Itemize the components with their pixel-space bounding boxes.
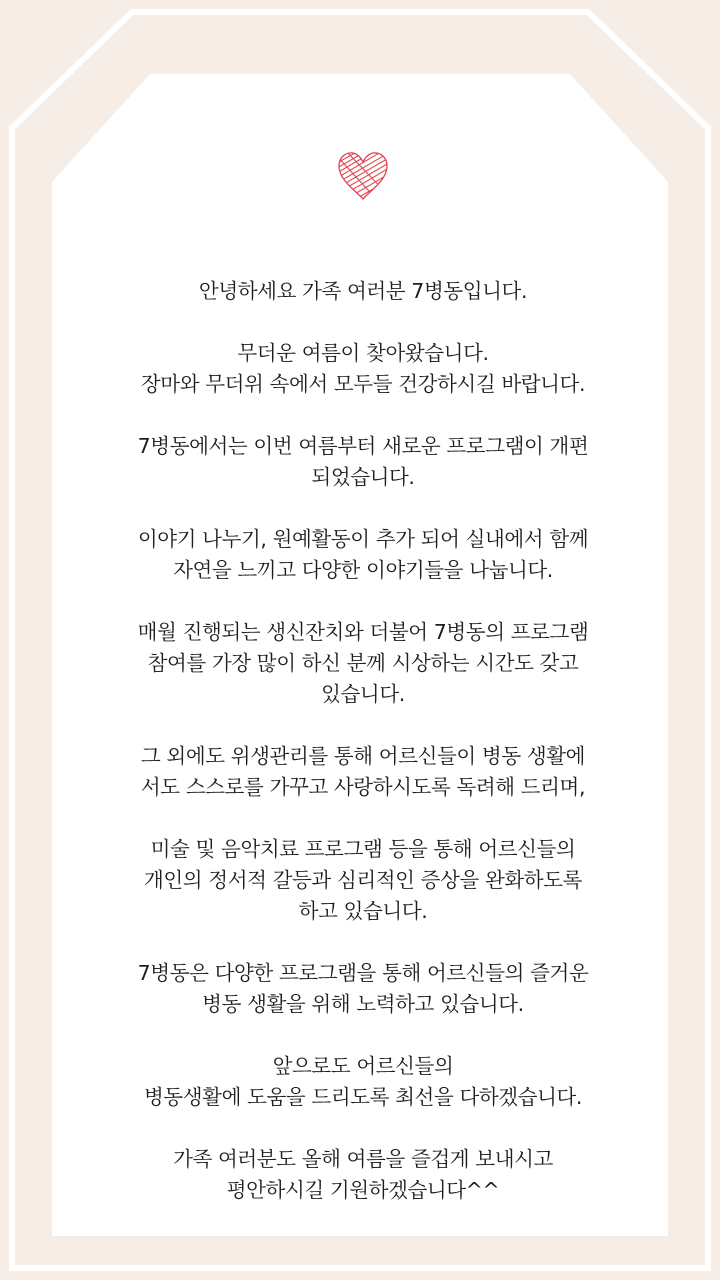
letter-paragraph [90, 276, 636, 307]
letter-paragraph [90, 431, 636, 493]
letter-paragraph [90, 1144, 636, 1206]
letter-line: 개인의 정서적 갈등과 심리적인 증상을 완화하도록 [143, 868, 583, 892]
letter-line: 무더운 여름이 찾아왔습니다. [237, 341, 489, 365]
letter-line: 이야기 나누기, 원예활동이 추가 되어 실내에서 함께 [137, 527, 589, 551]
heart-scribble-icon [335, 150, 391, 202]
letter-line: 평안하시길 기원하겠습니다^^ [226, 1178, 500, 1202]
letter-paragraph [90, 741, 636, 803]
letter-line: 서도 스스로를 가꾸고 사랑하시도록 독려해 드리며, [140, 775, 586, 799]
letter-line: 미술 및 음악치료 프로그램 등을 통해 어르신들의 [150, 837, 576, 861]
letter-line: 되었습니다. [311, 465, 415, 489]
letter-paragraph [90, 617, 636, 710]
letter-paragraph [90, 834, 636, 927]
letter-line: 앞으로도 어르신들의 [272, 1054, 454, 1078]
letter-body [90, 276, 636, 1237]
letter-line: 안녕하세요 가족 여러분 7병동입니다. [198, 279, 528, 303]
letter-line: 하고 있습니다. [298, 899, 428, 923]
letter-paragraph [90, 958, 636, 1020]
letter-line: 가족 여러분도 올해 여름을 즐겁게 보내시고 [173, 1147, 553, 1171]
letter-line: 병동 생활을 위해 노력하고 있습니다. [202, 992, 524, 1016]
letter-line: 7병동에서는 이번 여름부터 새로운 프로그램이 개편 [137, 434, 589, 458]
letter-line: 매월 진행되는 생신잔치와 더불어 7병동의 프로그램 [137, 620, 589, 644]
letter-line: 그 외에도 위생관리를 통해 어르신들이 병동 생활에 [140, 744, 586, 768]
letter-line: 병동생활에 도움을 드리도록 최선을 다하겠습니다. [143, 1085, 583, 1109]
letter-paragraph [90, 338, 636, 400]
letter-line: 7병동은 다양한 프로그램을 통해 어르신들의 즐거운 [137, 961, 589, 985]
letter-line: 참여를 가장 많이 하신 분께 시상하는 시간도 갖고 [147, 651, 579, 675]
letter-line: 장마와 무더위 속에서 모두들 건강하시길 바랍니다. [140, 372, 586, 396]
letter-paragraph [90, 1051, 636, 1113]
letter-paragraph [90, 524, 636, 586]
letter-line: 자연을 느끼고 다양한 이야기들을 나눕니다. [173, 558, 553, 582]
letter-line: 있습니다. [321, 682, 405, 706]
